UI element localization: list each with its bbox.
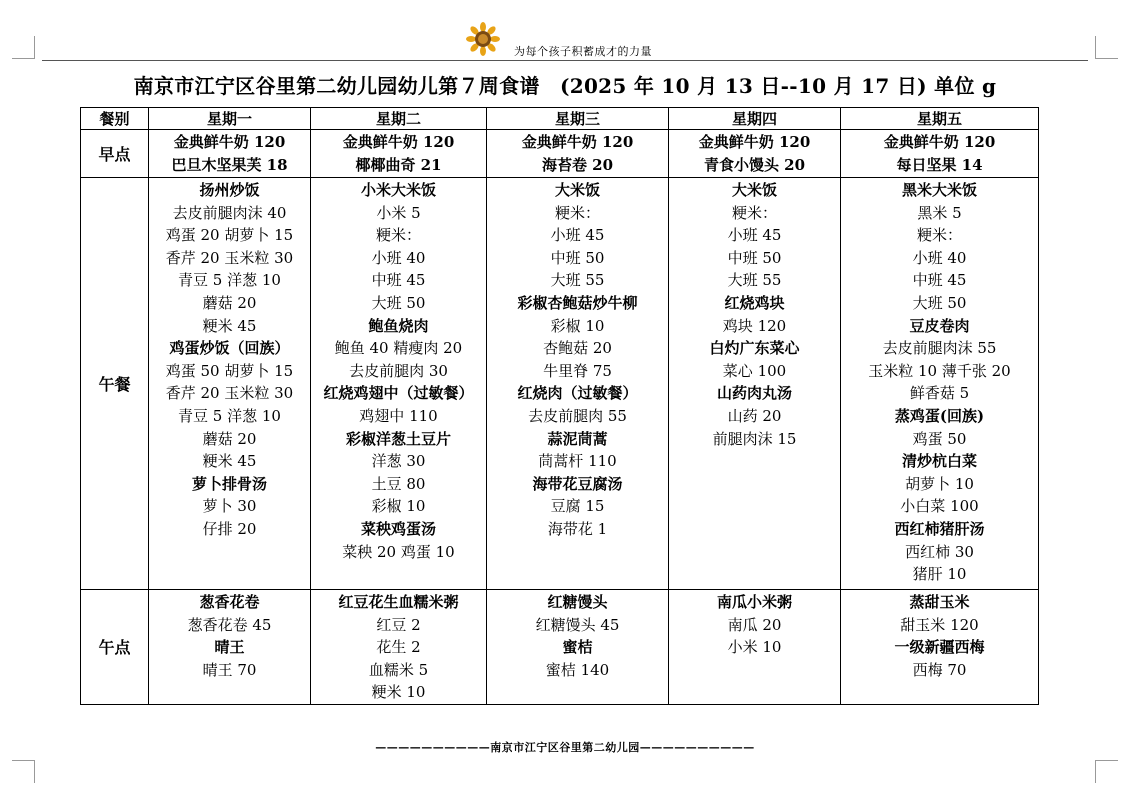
dish-name: 山药肉丸汤: [716, 384, 792, 403]
ingredient-line: 小白菜 100: [900, 497, 979, 516]
ingredient-line: 小米 10: [727, 638, 782, 657]
ingredient-line: 粳米 45: [202, 316, 257, 335]
dish-name: 小米大米饭: [360, 181, 436, 199]
ingredient-line: 彩椒 10: [550, 316, 605, 335]
ingredient-line: 鲜香菇 5: [909, 384, 970, 403]
dish-name: 鸡蛋炒饭（回族）: [169, 339, 290, 358]
ingredient-line: 西梅 70: [912, 660, 967, 679]
day-header-mon: 星期一: [149, 108, 311, 130]
ingredient-line: 杏鲍菇 20: [543, 339, 612, 358]
crop-mark-top-right: [1095, 36, 1118, 59]
menu-cell-snack-fri: [841, 590, 1039, 705]
ingredient-line: 鸡翅中 110: [359, 406, 438, 425]
table-row: [81, 590, 1039, 705]
ingredient-line: 蘑菇 20: [202, 429, 257, 448]
ingredient-line: 晴王 70: [202, 660, 257, 679]
ingredient-line: 去皮前腿肉 30: [349, 361, 448, 380]
weekly-menu-table: [80, 107, 1039, 705]
day-header-fri: 星期五: [841, 108, 1039, 130]
dish-name: 金典鲜牛奶 120: [698, 133, 811, 151]
dish-name: 红豆花生血糯米粥: [338, 593, 459, 611]
dish-name: 蒸鸡蛋(回族): [894, 406, 985, 425]
ingredient-line: 小班 40: [371, 248, 426, 267]
menu-cell-snack-thu: [669, 590, 841, 705]
ingredient-line: 鸡块 120: [722, 316, 787, 335]
ingredient-line: 粳米 10: [371, 683, 426, 702]
table-row: [81, 130, 1039, 178]
menu-cell-lunch-thu: [669, 178, 841, 590]
ingredient-line: 前腿肉沫 15: [712, 429, 797, 448]
ingredient-line: 小班 45: [550, 226, 605, 245]
dish-name: 彩椒杏鲍菇炒牛柳: [517, 293, 638, 312]
ingredient-line: 蘑菇 20: [202, 293, 257, 312]
ingredient-line: 甜玉米 120: [900, 615, 979, 634]
ingredient-line: 大班 55: [727, 271, 782, 290]
ingredient-line: 鲍鱼 40 精瘦肉 20: [334, 339, 463, 358]
dish-name: 西红柿猪肝汤: [894, 519, 985, 538]
menu-cell-lunch-mon: [149, 178, 311, 590]
ingredient-line: 小班 40: [912, 248, 967, 267]
menu-cell-snack-tue: [311, 590, 487, 705]
ingredient-line: 中班 45: [912, 271, 967, 290]
ingredient-line: 鸡蛋 50 胡萝卜 15: [165, 361, 294, 380]
dish-name: 每日坚果 14: [896, 155, 983, 174]
page-title: 南京市江宁区谷里第二幼儿园幼儿第７周食谱 (2025 年 10 月 13 日--10 月 17 日) 单位 g: [133, 74, 997, 98]
ingredient-line: 去皮前腿肉 55: [528, 406, 627, 425]
ingredient-line: 葱香花卷 45: [187, 615, 272, 634]
crop-mark-top-left: [12, 36, 35, 59]
ingredient-line: 花生 2: [376, 638, 421, 657]
menu-cell-breakfast-mon: [149, 130, 311, 178]
dish-name: 一级新疆西梅: [894, 638, 985, 657]
dish-name: 椰椰曲奇 21: [355, 155, 442, 174]
ingredient-line: 蜜桔 140: [545, 660, 610, 679]
dish-name: 萝卜排骨汤: [191, 474, 267, 493]
menu-cell-breakfast-wed: [487, 130, 669, 178]
dish-name: 大米饭: [554, 181, 600, 199]
menu-cell-breakfast-fri: [841, 130, 1039, 178]
ingredient-line: 粳米 45: [202, 452, 257, 471]
dish-name: 南瓜小米粥: [716, 593, 792, 611]
ingredient-line: 粳米：: [731, 203, 777, 222]
ingredient-line: 青豆 5 洋葱 10: [178, 271, 281, 290]
ingredient-line: 红豆 2: [376, 615, 421, 634]
sunflower-logo-icon: [466, 22, 500, 56]
dish-name: 金典鲜牛奶 120: [173, 133, 286, 151]
crop-mark-bottom-right: [1095, 760, 1118, 783]
crop-mark-bottom-left: [12, 760, 35, 783]
ingredient-line: 胡萝卜 10: [905, 474, 974, 493]
dish-name: 红烧鸡翅中（过敏餐）: [323, 384, 474, 403]
ingredient-line: 粳米：: [375, 226, 421, 245]
ingredient-line: 血糯米 5: [368, 660, 429, 679]
dish-name: 清炒杭白菜: [901, 452, 977, 471]
ingredient-line: 粳米：: [916, 226, 962, 245]
dish-name: 白灼广东菜心: [709, 339, 800, 358]
table-header-row: [81, 108, 1039, 130]
ingredient-line: 红糖馒头 45: [535, 615, 620, 634]
ingredient-line: 萝卜 30: [202, 497, 257, 516]
dish-name: 黑米大米饭: [901, 181, 977, 199]
ingredient-line: 鸡蛋 20 胡萝卜 15: [165, 226, 294, 245]
dish-name: 葱香花卷: [199, 593, 260, 611]
header-slogan: 为每个孩子积蓄成才的力量: [514, 45, 652, 58]
meal-label-snack: 午点: [81, 590, 149, 705]
ingredient-line: 菜心 100: [722, 361, 787, 380]
ingredient-line: 牛里脊 75: [543, 361, 612, 380]
ingredient-line: 仔排 20: [202, 519, 257, 538]
dish-name: 大米饭: [731, 181, 777, 199]
ingredient-line: 青豆 5 洋葱 10: [178, 406, 281, 425]
header-rule: [42, 60, 1088, 61]
ingredient-line: 南瓜 20: [727, 615, 782, 634]
dish-name: 蜜桔: [562, 638, 593, 657]
menu-cell-breakfast-thu: [669, 130, 841, 178]
ingredient-line: 粳米：: [554, 203, 600, 222]
ingredient-line: 去皮前腿肉沫 55: [882, 339, 997, 358]
dish-name: 蒜泥茼蒿: [547, 429, 608, 448]
ingredient-line: 中班 50: [727, 248, 782, 267]
dish-name: 青食小馒头 20: [703, 155, 806, 174]
dish-name: 豆皮卷肉: [909, 316, 970, 335]
dish-name: 菜秧鸡蛋汤: [360, 519, 436, 538]
meal-label-lunch: 午餐: [81, 178, 149, 590]
ingredient-line: 中班 45: [371, 271, 426, 290]
ingredient-line: 山药 20: [727, 406, 782, 425]
ingredient-line: 玉米粒 10 薄千张 20: [868, 361, 1011, 380]
ingredient-line: 菜秧 20 鸡蛋 10: [342, 542, 455, 561]
menu-cell-breakfast-tue: [311, 130, 487, 178]
ingredient-line: 香芹 20 玉米粒 30: [165, 248, 294, 267]
dish-name: 金典鲜牛奶 120: [342, 133, 455, 151]
ingredient-line: 猪肝 10: [912, 565, 967, 584]
ingredient-line: 小班 45: [727, 226, 782, 245]
dish-name: 红糖馒头: [547, 593, 608, 611]
meal-label-breakfast: 早点: [81, 130, 149, 178]
dish-name: 金典鲜牛奶 120: [883, 133, 996, 151]
ingredient-line: 大班 50: [912, 293, 967, 312]
menu-cell-snack-mon: [149, 590, 311, 705]
menu-cell-lunch-tue: [311, 178, 487, 590]
dish-name: 鲍鱼烧肉: [368, 316, 429, 335]
menu-cell-snack-wed: [487, 590, 669, 705]
ingredient-line: 西红柿 30: [905, 542, 974, 561]
ingredient-line: 土豆 80: [371, 474, 426, 493]
ingredient-line: 去皮前腿肉沫 40: [172, 203, 287, 222]
footer-school-name: ——————————南京市江宁区谷里第二幼儿园——————————: [375, 741, 755, 754]
ingredient-line: 中班 50: [550, 248, 605, 267]
meal-column-header: 餐别: [81, 108, 149, 130]
day-header-thu: 星期四: [669, 108, 841, 130]
dish-name: 金典鲜牛奶 120: [521, 133, 634, 151]
ingredient-line: 彩椒 10: [371, 497, 426, 516]
dish-name: 红烧肉（过敏餐）: [517, 384, 638, 403]
ingredient-line: 洋葱 30: [371, 452, 426, 471]
ingredient-line: 香芹 20 玉米粒 30: [165, 384, 294, 403]
ingredient-line: 大班 55: [550, 271, 605, 290]
dish-name: 蒸甜玉米: [909, 593, 970, 611]
dish-name: 红烧鸡块: [724, 293, 785, 312]
dish-name: 海带花豆腐汤: [532, 474, 623, 493]
ingredient-line: 黑米 5: [917, 203, 962, 222]
table-row: [81, 178, 1039, 590]
dish-name: 彩椒洋葱土豆片: [345, 429, 451, 448]
ingredient-line: 鸡蛋 50: [912, 429, 967, 448]
menu-cell-lunch-wed: [487, 178, 669, 590]
day-header-tue: 星期二: [311, 108, 487, 130]
dish-name: 海苔卷 20: [541, 155, 614, 174]
day-header-wed: 星期三: [487, 108, 669, 130]
ingredient-line: 小米 5: [376, 203, 421, 222]
ingredient-line: 大班 50: [371, 293, 426, 312]
ingredient-line: 海带花 1: [547, 519, 608, 538]
ingredient-line: 茼蒿杆 110: [538, 452, 617, 471]
ingredient-line: 豆腐 15: [550, 497, 605, 516]
menu-cell-lunch-fri: [841, 178, 1039, 590]
dish-name: 巴旦木坚果芙 18: [171, 155, 288, 174]
dish-name: 晴王: [214, 638, 245, 657]
dish-name: 扬州炒饭: [199, 181, 260, 199]
